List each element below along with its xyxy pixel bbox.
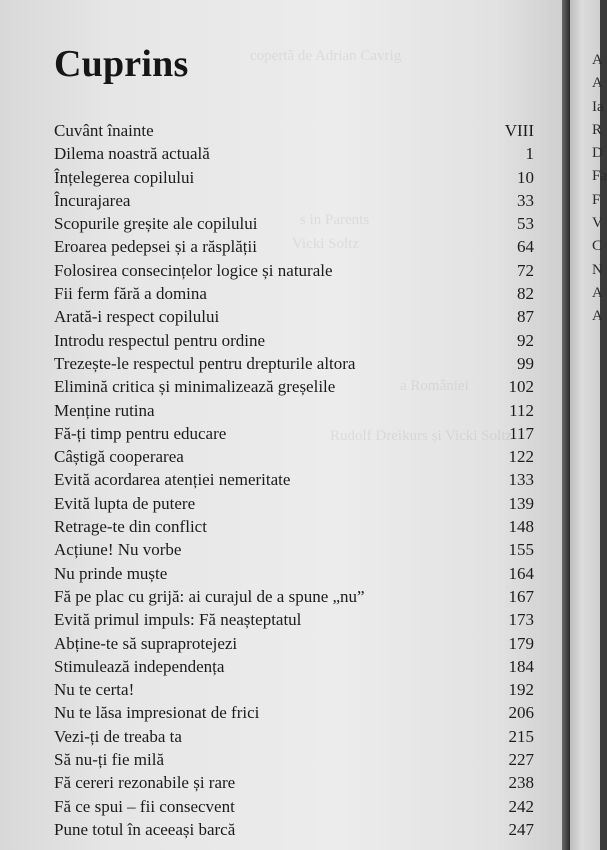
toc-entry-page: 173	[508, 610, 534, 630]
show-through-text: s in Parents	[300, 212, 370, 228]
toc-entry-title: Scopurile greșite ale copilului	[54, 214, 258, 234]
toc-entry-page: 206	[508, 703, 534, 723]
toc-entry-page: 238	[508, 773, 534, 793]
toc-entry	[54, 680, 534, 703]
toc-entry	[54, 540, 534, 563]
toc-entry	[54, 447, 534, 470]
toc-entry	[54, 564, 534, 587]
toc-entry-title: Nu te lăsa impresionat de frici	[54, 703, 260, 723]
toc-entry-title: Evită acordarea atenției nemeritate	[54, 470, 291, 490]
toc-entry-page: VIII	[504, 121, 534, 140]
toc-entry	[54, 773, 534, 796]
toc-entry-title: Eroarea pedepsei și a răsplății	[54, 237, 257, 257]
toc-entry	[54, 144, 534, 167]
toc-entry-title: Fă-ți timp pentru educare	[54, 423, 227, 443]
toc-entry-page: 72	[517, 260, 534, 280]
toc-entry-title: Fă pe plac cu grijă: ai curajul de a spune „nu”	[54, 586, 365, 606]
toc-entry	[54, 610, 534, 633]
book-spine	[562, 0, 570, 850]
show-through-text: copertă de Adrian Cavrig	[250, 48, 402, 64]
toc-entry	[54, 237, 534, 260]
toc-entry-page: 247	[508, 819, 534, 839]
toc-entry-title: Menține rutina	[54, 400, 155, 420]
show-through-text: Vicki Soltz	[292, 236, 360, 252]
toc-entry-page: 122	[508, 447, 534, 467]
toc-entry-page: 64	[517, 237, 534, 257]
adjacent-page-letter: Ia	[592, 98, 604, 115]
toc-entry-page: 155	[508, 540, 534, 560]
toc-entry-title: Fă ce spui – fii consecvent	[54, 796, 235, 816]
toc-entry	[54, 587, 534, 610]
toc-entry-page: 184	[508, 656, 534, 676]
toc-entry-page: 92	[517, 330, 534, 350]
toc-entry-title: Evită lupta de putere	[54, 493, 196, 513]
toc-entry-title: Trezește-le respectul pentru drepturile altora	[54, 353, 356, 373]
toc-entry-page: 99	[517, 353, 534, 373]
show-through-text: Rudolf Dreikurs și Vicki Soltz	[330, 428, 513, 444]
toc-entry	[54, 727, 534, 750]
toc-entry	[54, 354, 534, 377]
toc-entry	[54, 284, 534, 307]
toc-entry	[54, 634, 534, 657]
adjacent-page-letter: V	[592, 215, 603, 232]
adjacent-page-letter: N	[592, 261, 603, 278]
toc-entry-title: Înțelegerea copilului	[54, 167, 195, 187]
toc-entry-page: 53	[517, 214, 534, 234]
table-of-contents	[54, 121, 534, 843]
toc-entry-title: Încurajarea	[54, 190, 131, 210]
adjacent-page-letter: A	[592, 308, 603, 325]
toc-entry-title: Acțiune! Nu vorbe	[54, 540, 182, 560]
toc-entry	[54, 797, 534, 820]
toc-entry-page: 227	[508, 750, 534, 770]
toc-entry-title: Vezi-ți de treaba ta	[54, 726, 182, 746]
toc-entry-page: 82	[517, 284, 534, 304]
toc-entry	[54, 424, 534, 447]
adjacent-page	[570, 0, 607, 850]
toc-entry-title: Arată-i respect copilului	[54, 307, 220, 327]
toc-entry-title: Dilema noastră actuală	[54, 144, 210, 164]
toc-entry-title: Să nu-ți fie milă	[54, 750, 165, 770]
toc-entry	[54, 820, 534, 843]
toc-entry-title: Câștigă cooperarea	[54, 447, 184, 467]
adjacent-page-letter: Fa	[592, 168, 607, 185]
toc-entry	[54, 168, 534, 191]
toc-entry	[54, 377, 534, 400]
toc-entry-title: Fă cereri rezonabile și rare	[54, 773, 236, 793]
toc-entry-page: 117	[509, 423, 534, 443]
adjacent-page-letter: D	[592, 145, 603, 162]
toc-entry-title: Cuvânt înainte	[54, 121, 154, 140]
toc-entry-page: 10	[517, 167, 534, 187]
toc-entry	[54, 517, 534, 540]
toc-entry-page: 192	[508, 680, 534, 700]
toc-entry	[54, 750, 534, 773]
toc-entry-page: 87	[517, 307, 534, 327]
toc-entry-page: 139	[508, 493, 534, 513]
toc-entry	[54, 307, 534, 330]
toc-entry-page: 242	[508, 796, 534, 816]
adjacent-page-text	[592, 52, 607, 332]
toc-entry-page: 215	[508, 726, 534, 746]
adjacent-page-letter: A	[592, 52, 603, 68]
page-title: Cuprins	[54, 43, 189, 85]
toc-entry-title: Introdu respectul pentru ordine	[54, 330, 266, 350]
adjacent-page-letter: A	[592, 284, 603, 301]
toc-entry	[54, 401, 534, 424]
adjacent-page-letter: F	[592, 191, 601, 208]
toc-entry-page: 167	[508, 586, 534, 606]
toc-entry	[54, 331, 534, 354]
toc-entry-title: Evită primul impuls: Fă neașteptatul	[54, 610, 302, 630]
toc-entry-title: Nu prinde muște	[54, 563, 168, 583]
toc-entry	[54, 191, 534, 214]
toc-entry	[54, 657, 534, 680]
toc-entry	[54, 261, 534, 284]
toc-entry-title: Nu te certa!	[54, 680, 135, 700]
adjacent-page-letter: C	[592, 238, 603, 255]
toc-entry-page: 133	[508, 470, 534, 490]
toc-entry-page: 179	[508, 633, 534, 653]
toc-entry-title: Stimulează independența	[54, 656, 225, 676]
toc-entry	[54, 494, 534, 517]
toc-entry-page: 112	[509, 400, 534, 420]
toc-entry-title: Retrage-te din conflict	[54, 517, 207, 537]
toc-entry-title: Fii ferm fără a domina	[54, 284, 207, 304]
toc-entry-title: Folosirea consecințelor logice și naturale	[54, 260, 333, 280]
toc-entry	[54, 470, 534, 493]
toc-entry	[54, 703, 534, 726]
adjacent-page-letter: A	[592, 75, 603, 92]
show-through-text: a României	[400, 378, 469, 394]
toc-entry-title: Pune totul în aceeași barcă	[54, 819, 236, 839]
toc-entry	[54, 214, 534, 237]
toc-entry-page: 102	[508, 377, 534, 397]
toc-entry-page: 164	[508, 563, 534, 583]
toc-entry-page: 33	[517, 190, 534, 210]
toc-entry-page: 1	[525, 144, 534, 164]
toc-entry-title: Abține-te să supraprotejezi	[54, 633, 238, 653]
toc-entry	[54, 121, 534, 144]
adjacent-page-letter: R	[592, 121, 603, 138]
toc-entry-page: 148	[508, 517, 534, 537]
toc-entry-title: Elimină critica și minimalizează greșelile	[54, 377, 336, 397]
